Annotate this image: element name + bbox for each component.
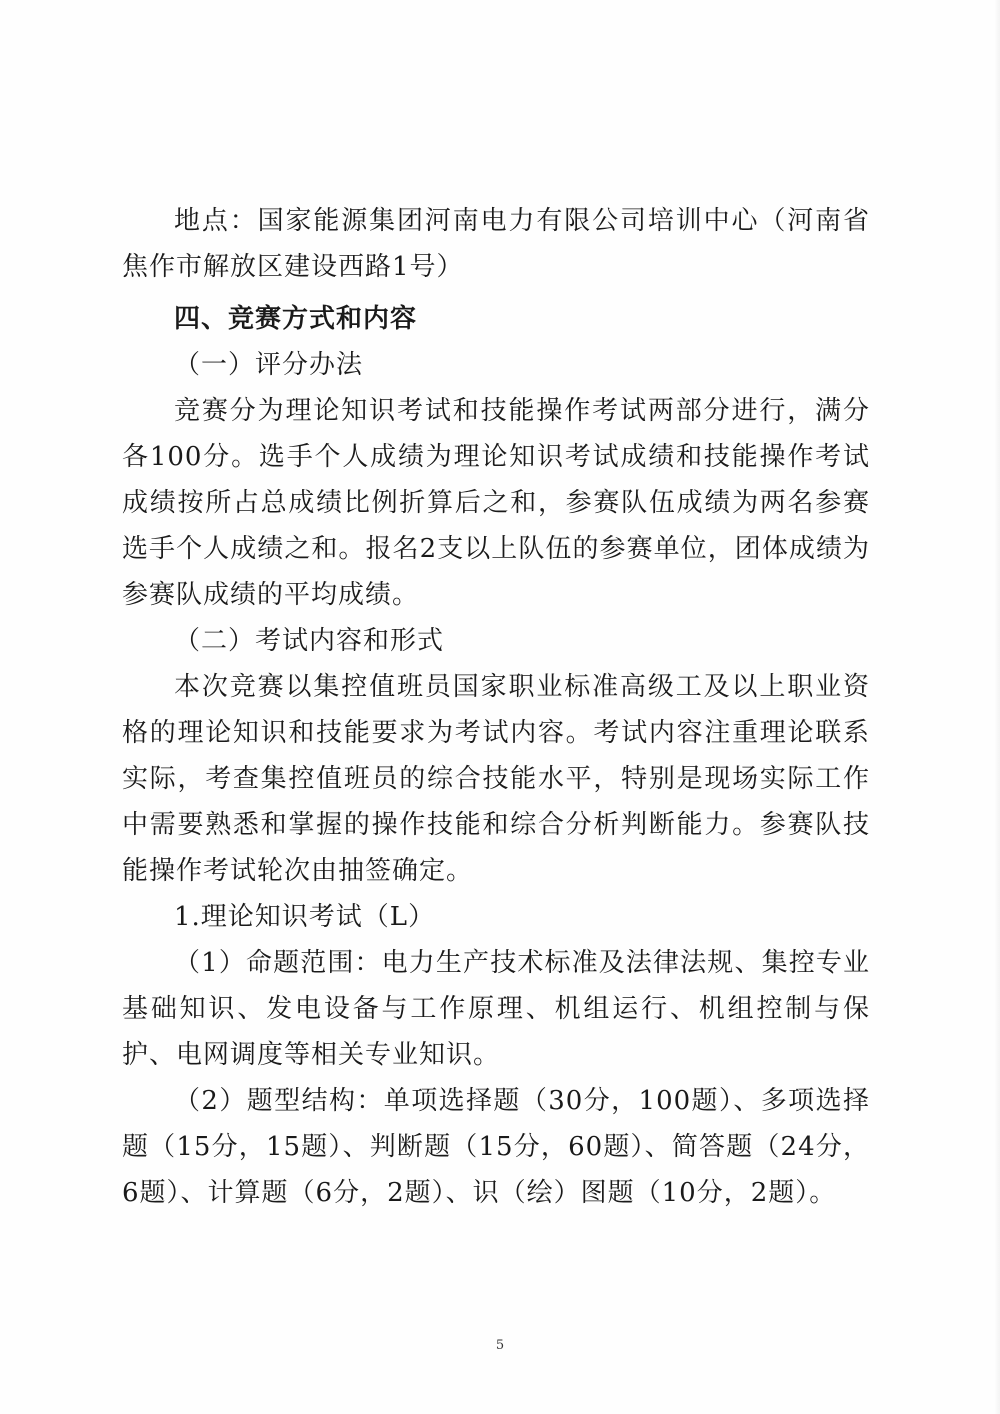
location-paragraph: 地点：国家能源集团河南电力有限公司培训中心（河南省焦作市解放区建设西路1号）	[122, 206, 870, 282]
scoring-paragraph: 竞赛分为理论知识考试和技能操作考试两部分进行，满分各100分。选手个人成绩为理论知识考试成绩和技能操作考试成绩按所占总成绩比例折算后之和，参赛队伍成绩为两名参赛选手个人成绩之和。报名2支以上队伍的参赛单位，团体成绩为参赛队成绩的平均成绩。	[122, 396, 870, 610]
subsection-content-title: （二）考试内容和形式	[174, 626, 445, 656]
theory-exam-structure: （2）题型结构：单项选择题（30分，100题）、多项选择题（15分，15题）、判断题（15分，60题）、简答题（24分，6题）、计算题（6分，2题）、识（绘）图题（10分，2题）。	[122, 1086, 870, 1208]
theory-exam-scope: （1）命题范围：电力生产技术标准及法律法规、集控专业基础知识、发电设备与工作原理、机组运行、机组控制与保护、电网调度等相关专业知识。	[122, 948, 870, 1070]
document-body	[122, 198, 870, 1216]
theory-exam-title: 1.理论知识考试（L）	[174, 902, 436, 932]
page-number: 5	[495, 1338, 505, 1353]
section-title: 四、竞赛方式和内容	[174, 304, 418, 334]
content-paragraph: 本次竞赛以集控值班员国家职业标准高级工及以上职业资格的理论知识和技能要求为考试内容。考试内容注重理论联系实际，考查集控值班员的综合技能水平，特别是现场实际工作中需要熟悉和掌握的操作技能和综合分析判断能力。参赛队技能操作考试轮次由抽签确定。	[122, 672, 870, 886]
subsection-scoring-title: （一）评分办法	[174, 350, 364, 380]
scan-edge-shadow	[994, 0, 1000, 1414]
